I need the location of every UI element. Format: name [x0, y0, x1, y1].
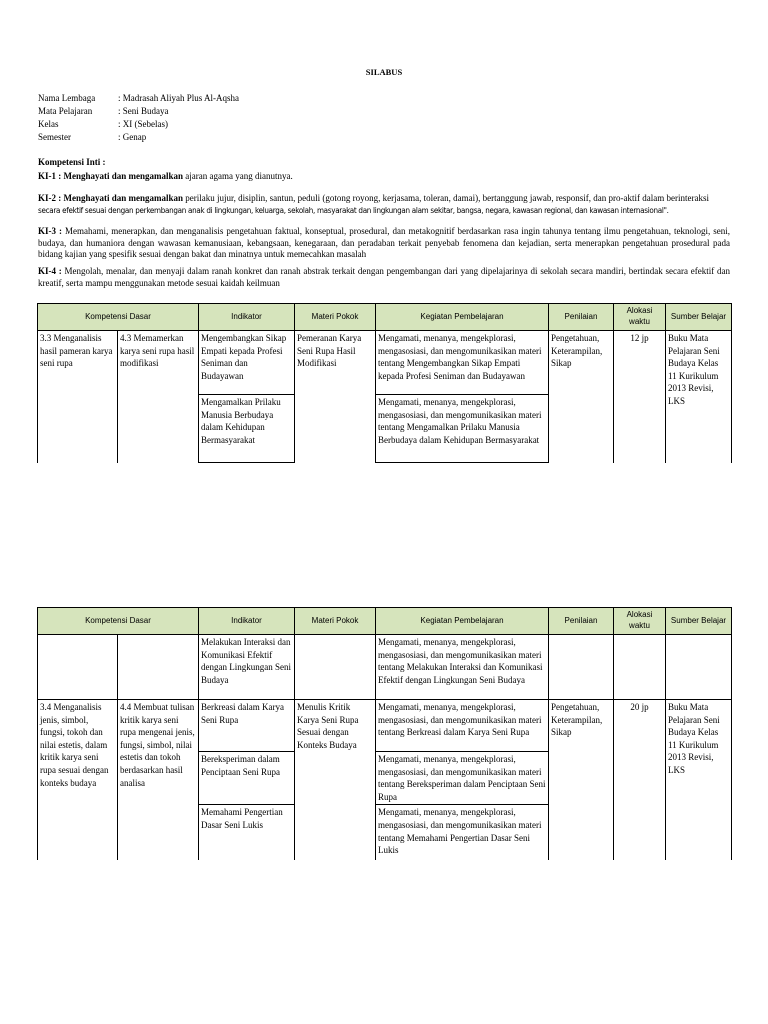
header-penilaian: Penilaian: [549, 608, 614, 635]
identity-value: : Seni Budaya: [118, 106, 169, 116]
ki-4: [38, 266, 730, 289]
ki-heading: Kompetensi Inti :: [38, 157, 106, 167]
table-header-row: [38, 608, 732, 635]
header-kompetensi-dasar: Kompetensi Dasar: [38, 608, 199, 635]
indikator-cell: Mengamalkan Prilaku Manusia Berbudaya dalam Kehidupan Bermasyarakat: [199, 395, 295, 463]
header-materi-pokok: Materi Pokok: [295, 608, 376, 635]
kegiatan-cell: Mengamati, menanya, mengekplorasi, mengasosiasi, dan mengomunikasikan materi tentang Berkreasi dalam Karya Seni Rupa: [376, 700, 549, 752]
identity-label: Mata Pelajaran: [38, 106, 93, 116]
empty-cell: [38, 635, 118, 700]
ki-3: [38, 226, 730, 261]
header-kegiatan: Kegiatan Pembelajaran: [376, 304, 549, 331]
empty-cell: [614, 635, 666, 700]
ki-1-label: KI-1 : Menghayati dan mengamalkan: [38, 171, 184, 181]
header-kegiatan: Kegiatan Pembelajaran: [376, 608, 549, 635]
ki-2-label: KI-2 : Menghayati dan mengamalkan: [38, 193, 184, 203]
header-materi-pokok: Materi Pokok: [295, 304, 376, 331]
identity-label: Kelas: [38, 119, 59, 129]
identity-row: [38, 106, 239, 119]
table-header-row: [38, 304, 732, 331]
identity-value: : XI (Sebelas): [118, 119, 168, 129]
penilaian-cell: Pengetahuan, Keterampilan, Sikap: [549, 331, 614, 463]
ki-4-text: Mengolah, menalar, dan menyaji dalam ranah konkret dan ranah abstrak terkait dengan pengembangan dari yang dipelajarinya di sekolah secara mandiri, bertindak secara efektif dan kreatif, serta mampu menggunakan metode sesuai kaidah keilmuan: [38, 266, 731, 288]
kegiatan-cell: Mengamati, menanya, mengekplorasi, mengasosiasi, dan mengomunikasikan materi tentang Mengembangkan Sikap Empati kepada Profesi Seniman dan Budayawan: [376, 331, 549, 395]
kegiatan-cell: Mengamati, menanya, mengekplorasi, mengasosiasi, dan mengomunikasikan materi tentang Memahami Pengertian Dasar Seni Lukis: [376, 805, 549, 860]
ki-3-label: KI-3 :: [38, 226, 62, 236]
kegiatan-cell: Mengamati, menanya, mengekplorasi, mengasosiasi, dan mengomunikasikan materi tentang Melakukan Interaksi dan Komunikasi Efektif dengan Lingkungan Seni Budaya: [376, 635, 549, 700]
kd-3-cell: 3.3 Menganalisis hasil pameran karya seni rupa: [38, 331, 118, 463]
header-indikator: Indikator: [199, 304, 295, 331]
document-title: SILABUS: [365, 67, 403, 77]
table-row: [38, 635, 732, 700]
indikator-cell: Mengembangkan Sikap Empati kepada Profesi Seniman dan Budayawan: [199, 331, 295, 395]
identity-row: [38, 119, 239, 132]
indikator-cell: Melakukan Interaksi dan Komunikasi Efektif dengan Lingkungan Seni Budaya: [199, 635, 295, 700]
kegiatan-cell: Mengamati, menanya, mengekplorasi, mengasosiasi, dan mengomunikasikan materi tentang Mengamalkan Prilaku Manusia Berbudaya dalam Kehidupan Bermasyarakat: [376, 395, 549, 463]
sumber-cell: Buku Mata Pelajaran Seni Budaya Kelas 11 Kurikulum 2013 Revisi, LKS: [666, 700, 732, 860]
header-indikator: Indikator: [199, 608, 295, 635]
header-kompetensi-dasar: Kompetensi Dasar: [38, 304, 199, 331]
identity-value: : Genap: [118, 132, 147, 142]
header-penilaian: Penilaian: [549, 304, 614, 331]
indikator-cell: Bereksperiman dalam Penciptaan Seni Rupa: [199, 752, 295, 805]
empty-cell: [295, 635, 376, 700]
header-alokasi: Alokasi waktu: [614, 304, 666, 331]
sumber-cell: Buku Mata Pelajaran Seni Budaya Kelas 11 Kurikulum 2013 Revisi, LKS: [666, 331, 732, 463]
table-row: [38, 331, 732, 395]
identity-block: [38, 93, 239, 145]
materi-cell: Menulis Kritik Karya Seni Rupa Sesuai dengan Konteks Budaya: [295, 700, 376, 860]
indikator-cell: Berkreasi dalam Karya Seni Rupa: [199, 700, 295, 752]
syllabus-table-1: [37, 303, 732, 463]
kd-3-cell: 3.4 Menganalisis jenis, simbol, fungsi, tokoh dan nilai estetis, dalam kritik karya seni rupa sesuai dengan konteks budaya: [38, 700, 118, 860]
identity-row: [38, 132, 239, 145]
ki-4-label: KI-4 :: [38, 266, 62, 276]
identity-label: Semester: [38, 132, 71, 142]
identity-row: [38, 93, 239, 106]
identity-value: : Madrasah Aliyah Plus Al-Aqsha: [118, 93, 239, 103]
alokasi-cell: 20 jp: [614, 700, 666, 860]
kd-4-cell: 4.3 Memamerkan karya seni rupa hasil modifikasi: [118, 331, 199, 463]
ki-2-text: perilaku jujur, disiplin, santun, peduli (gotong royong, kerjasama, toleran, damai), bertanggung jawab, responsif, dan pro-aktif dalam berinteraksi: [183, 193, 710, 203]
header-sumber: Sumber Belajar: [666, 608, 732, 635]
empty-cell: [549, 635, 614, 700]
header-alokasi: Alokasi waktu: [614, 608, 666, 635]
empty-cell: [118, 635, 199, 700]
indikator-cell: Memahami Pengertian Dasar Seni Lukis: [199, 805, 295, 860]
kegiatan-cell: Mengamati, menanya, mengekplorasi, mengasosiasi, dan mengomunikasikan materi tentang Bereksperiman dalam Penciptaan Seni Rupa: [376, 752, 549, 805]
kd-4-cell: 4.4 Membuat tulisan kritik karya seni rupa mengenai jenis, fungsi, simbol, nilai estetis dan tokoh berdasarkan hasil analisa: [118, 700, 199, 860]
materi-cell: Pemeranan Karya Seni Rupa Hasil Modifikasi: [295, 331, 376, 463]
table-row: [38, 700, 732, 752]
syllabus-table-2: [37, 607, 732, 860]
ki-1: [38, 171, 730, 183]
ki-1-text: ajaran agama yang dianutnya.: [183, 171, 293, 181]
identity-label: Nama Lembaga: [38, 93, 96, 103]
header-sumber: Sumber Belajar: [666, 304, 732, 331]
penilaian-cell: Pengetahuan, Keterampilan, Sikap: [549, 700, 614, 860]
ki-2-text-line2: secara efektif sesuai dengan perkembangan anak di lingkungan, keluarga, sekolah, masyarakat dan lingkungan alam sekitar, bangsa, negara, kawasan regional, dan kawasan internasional".: [38, 205, 669, 215]
ki-2: [38, 193, 730, 216]
alokasi-cell: 12 jp: [614, 331, 666, 463]
empty-cell: [666, 635, 732, 700]
ki-3-text: Memahami, menerapkan, dan menganalisis pengetahuan faktual, konseptual, prosedural, dan metakognitif berdasarkan rasa ingin tahunya tentang ilmu pengetahuan, teknologi, seni, budaya, dan humaniora dengan wawasan kemanusiaan, kebangsaan, kenegaraan, dan peradaban terkait penyebab fenomena dan kejadian, serta menerapkan pengetahuan prosedural pada bidang kajian yang spesifik sesuai dengan bakat dan minatnya untuk memecahkan masalah: [38, 226, 730, 260]
